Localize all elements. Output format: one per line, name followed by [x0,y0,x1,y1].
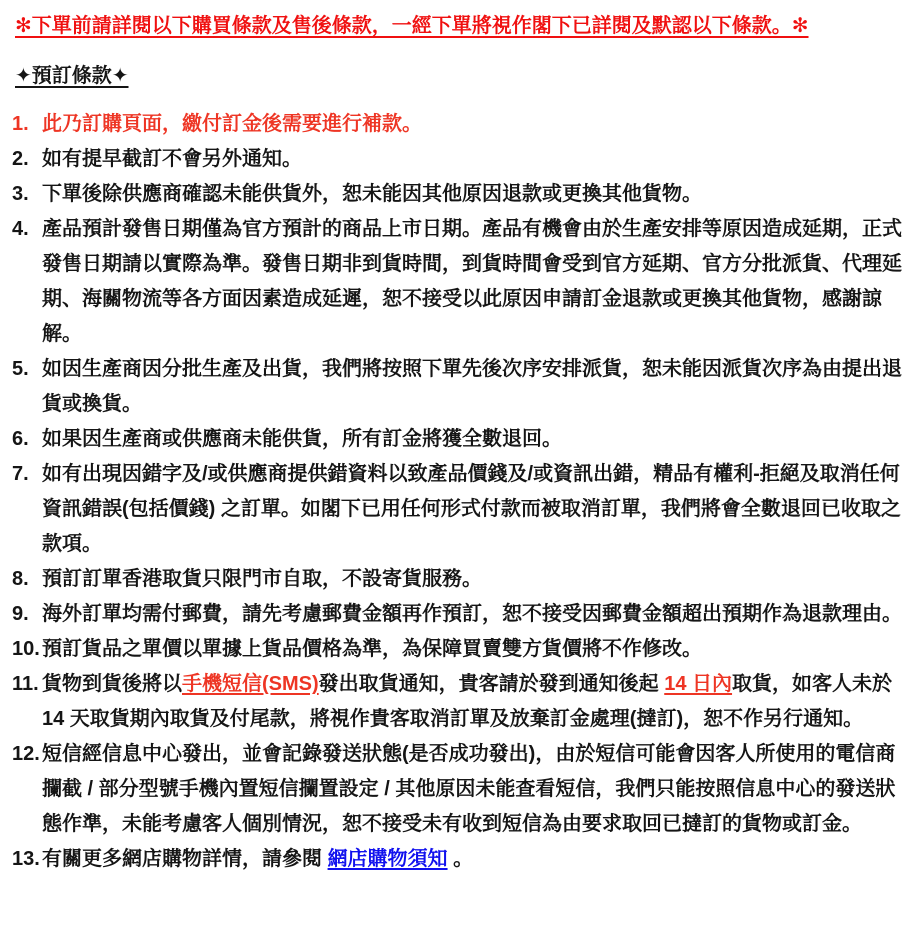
term-segment: 。 [447,848,474,870]
term-segment: 發出取貨通知，貴客請於發到通知後起 [318,673,665,695]
term-number: 1. [12,113,29,135]
term-text [42,597,907,632]
term-segment: 預訂訂單香港取貨只限門市自取，不設寄貨服務。 [42,568,482,590]
pickup-deadline-highlight: 14 日內 [664,673,733,695]
term-text [42,667,907,737]
shop-guide-link[interactable]: 網店購物須知 [327,848,448,870]
term-segment: 短信經信息中心發出，並會記錄發送狀態(是否成功發出)，由於短信可能會因客人所使用的電信商攔截 / 部分型號手機內置短信攔置設定 / 其他原因未能查看短信，我們只能按照信息中心的發送狀態作準，未能考慮客人個別情況，恕不接受未有收到短信為由要求取回已撻訂的貨物或訂金。 [42,743,896,835]
term-segment: 海外訂單均需付郵費，請先考慮郵費金額再作預訂，恕不接受因郵費金額超出預期作為退款理由。 [42,603,902,625]
term-segment: 下單後除供應商確認未能供貨外，恕未能因其他原因退款或更換其他貨物。 [42,183,702,205]
term-segment: 此乃訂購頁面，繳付訂金後需要進行補款。 [42,113,422,135]
term-segment: 預訂貨品之單價以單據上貨品價格為準，為保障買賣雙方貨價將不作修改。 [42,638,702,660]
term-number: 8. [12,568,29,590]
term-segment: 貨物到貨後將以 [42,673,182,695]
term-number: 4. [12,218,29,240]
term-text [42,737,907,842]
term-segment: 如因生產商因分批生產及出貨，我們將按照下單先後次序安排派貨，恕未能因派貨次序為由提出退貨或換貨。 [42,358,902,415]
sms-notice-highlight: 手機短信(SMS) [182,673,319,695]
term-number: 7. [12,463,29,485]
term-item-2 [6,142,907,177]
term-item-11 [6,667,907,737]
term-number: 10. [12,638,40,660]
term-item-12 [6,737,907,842]
term-segment: 如果因生產商或供應商未能供貨，所有訂金將獲全數退回。 [42,428,562,450]
term-segment: 如有提早截訂不會另外通知。 [42,148,302,170]
terms-document [6,13,907,877]
term-item-13 [6,842,907,877]
term-item-5 [6,352,907,422]
term-segment: 取貨，如客人未於 14 天取貨期內取貨及付尾款，將視作貴客取消訂單及放棄訂金處理(撻訂)，恕不作另行通知。 [42,673,893,730]
term-number: 6. [12,428,29,450]
term-text [42,352,907,422]
terms-list [6,107,907,877]
purchase-notice-header: ✻下單前請詳閱以下購買條款及售後條款，一經下單將視作閣下已詳閱及默認以下條款。✻ [15,15,809,37]
term-text [42,457,907,562]
term-segment: 有關更多網店購物詳情，請參閱 [42,848,328,870]
term-item-7 [6,457,907,562]
term-item-1 [6,107,907,142]
term-item-6 [6,422,907,457]
term-text [42,107,907,142]
term-item-8 [6,562,907,597]
term-number: 5. [12,358,29,380]
term-number: 3. [12,183,29,205]
term-text [42,142,907,177]
term-number: 2. [12,148,29,170]
term-item-4 [6,212,907,352]
term-text [42,422,907,457]
term-number: 12. [12,743,40,765]
term-text [42,177,907,212]
term-segment: 如有出現因錯字及/或供應商提供錯資料以致產品價錢及/或資訊出錯，精品有權利-拒絕及取消任何資訊錯誤(包括價錢) 之訂單。如閣下已用任何形式付款而被取消訂單，我們將會全數退回已收取之款項。 [42,463,901,555]
term-number: 11. [12,673,39,695]
term-text [42,212,907,352]
term-number: 13. [12,848,40,870]
term-item-10 [6,632,907,667]
term-number: 9. [12,603,29,625]
term-text [42,562,907,597]
term-item-3 [6,177,907,212]
term-text [42,632,907,667]
preorder-terms-title: ✦預訂條款✦ [15,65,129,87]
term-text [42,842,907,877]
term-segment: 產品預計發售日期僅為官方預計的商品上市日期。產品有機會由於生產安排等原因造成延期，正式發售日期請以實際為準。發售日期非到貨時間，到貨時間會受到官方延期、官方分批派貨、代理延期、海關物流等各方面因素造成延遲，恕不接受以此原因申請訂金退款或更換其他貨物，感謝諒解。 [42,218,902,345]
term-item-9 [6,597,907,632]
